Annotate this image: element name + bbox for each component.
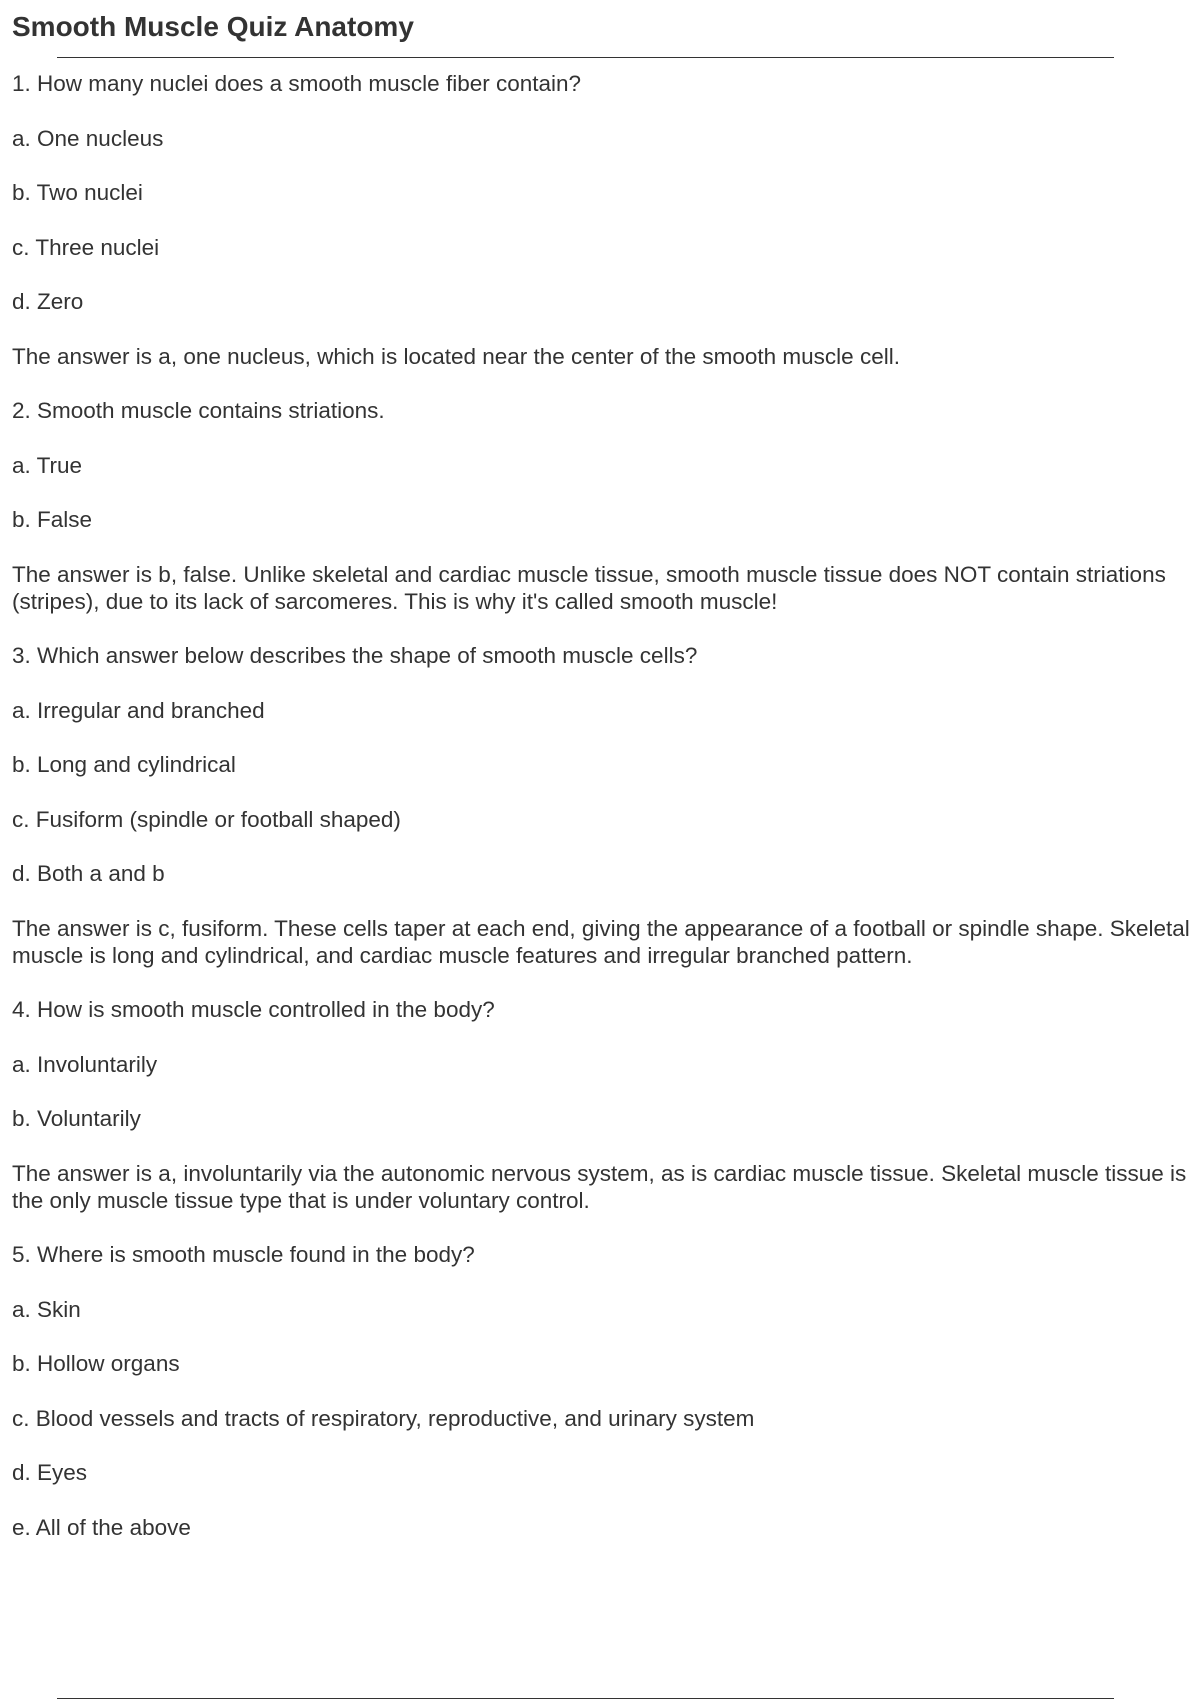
answer-option: b. False — [12, 507, 93, 532]
answer-option: e. All of the above — [12, 1514, 191, 1540]
answer-option: d. Both a and b — [12, 861, 165, 886]
answer-explanation: The answer is a, one nucleus, which is located near the center of the smooth muscle cell. — [12, 343, 900, 369]
answer-option: c. Blood vessels and tracts of respiratory, reproductive, and urinary system — [12, 1405, 755, 1431]
answer-option: c. Three nuclei — [12, 234, 160, 260]
page-title: Smooth Muscle Quiz Anatomy — [12, 11, 414, 42]
answer-option: a. Involuntarily — [12, 1051, 158, 1077]
answer-option: a. True — [12, 452, 83, 478]
answer-option: d. Eyes — [12, 1460, 88, 1485]
question-text: 1. How many nuclei does a smooth muscle fiber contain? — [12, 71, 582, 96]
answer-option: a. Skin — [12, 1296, 81, 1322]
answer-explanation: The answer is b, false. Unlike skeletal and cardiac muscle tissue, smooth muscle tissue does NOT contain striations (stripes), due to its lack of sarcomeres. This is why it's called smooth muscle! — [12, 561, 1166, 614]
answer-option: b. Long and cylindrical — [12, 752, 236, 777]
answer-option: c. Fusiform (spindle or football shaped) — [12, 806, 401, 832]
question-text: 5. Where is smooth muscle found in the body? — [12, 1242, 475, 1267]
answer-option: b. Hollow organs — [12, 1351, 180, 1376]
answer-option: d. Zero — [12, 289, 84, 314]
answer-option: b. Two nuclei — [12, 180, 143, 205]
answer-explanation: The answer is a, involuntarily via the autonomic nervous system, as is cardiac muscle tissue. Skeletal muscle tissue is the only muscle tissue type that is under voluntary control. — [12, 1160, 1187, 1213]
answer-option: b. Voluntarily — [12, 1106, 141, 1131]
bottom-divider — [57, 1698, 1114, 1699]
question-text: 3. Which answer below describes the shape of smooth muscle cells? — [12, 643, 698, 668]
quiz-content — [12, 70, 1192, 1568]
answer-option: a. Irregular and branched — [12, 697, 265, 723]
question-text: 2. Smooth muscle contains striations. — [12, 398, 385, 423]
answer-option: a. One nucleus — [12, 125, 164, 151]
question-text: 4. How is smooth muscle controlled in the body? — [12, 997, 495, 1022]
answer-explanation: The answer is c, fusiform. These cells taper at each end, giving the appearance of a football or spindle shape. Skeletal muscle is long and cylindrical, and cardiac muscle features and irregular branched pattern. — [12, 915, 1190, 968]
top-divider — [57, 57, 1114, 58]
